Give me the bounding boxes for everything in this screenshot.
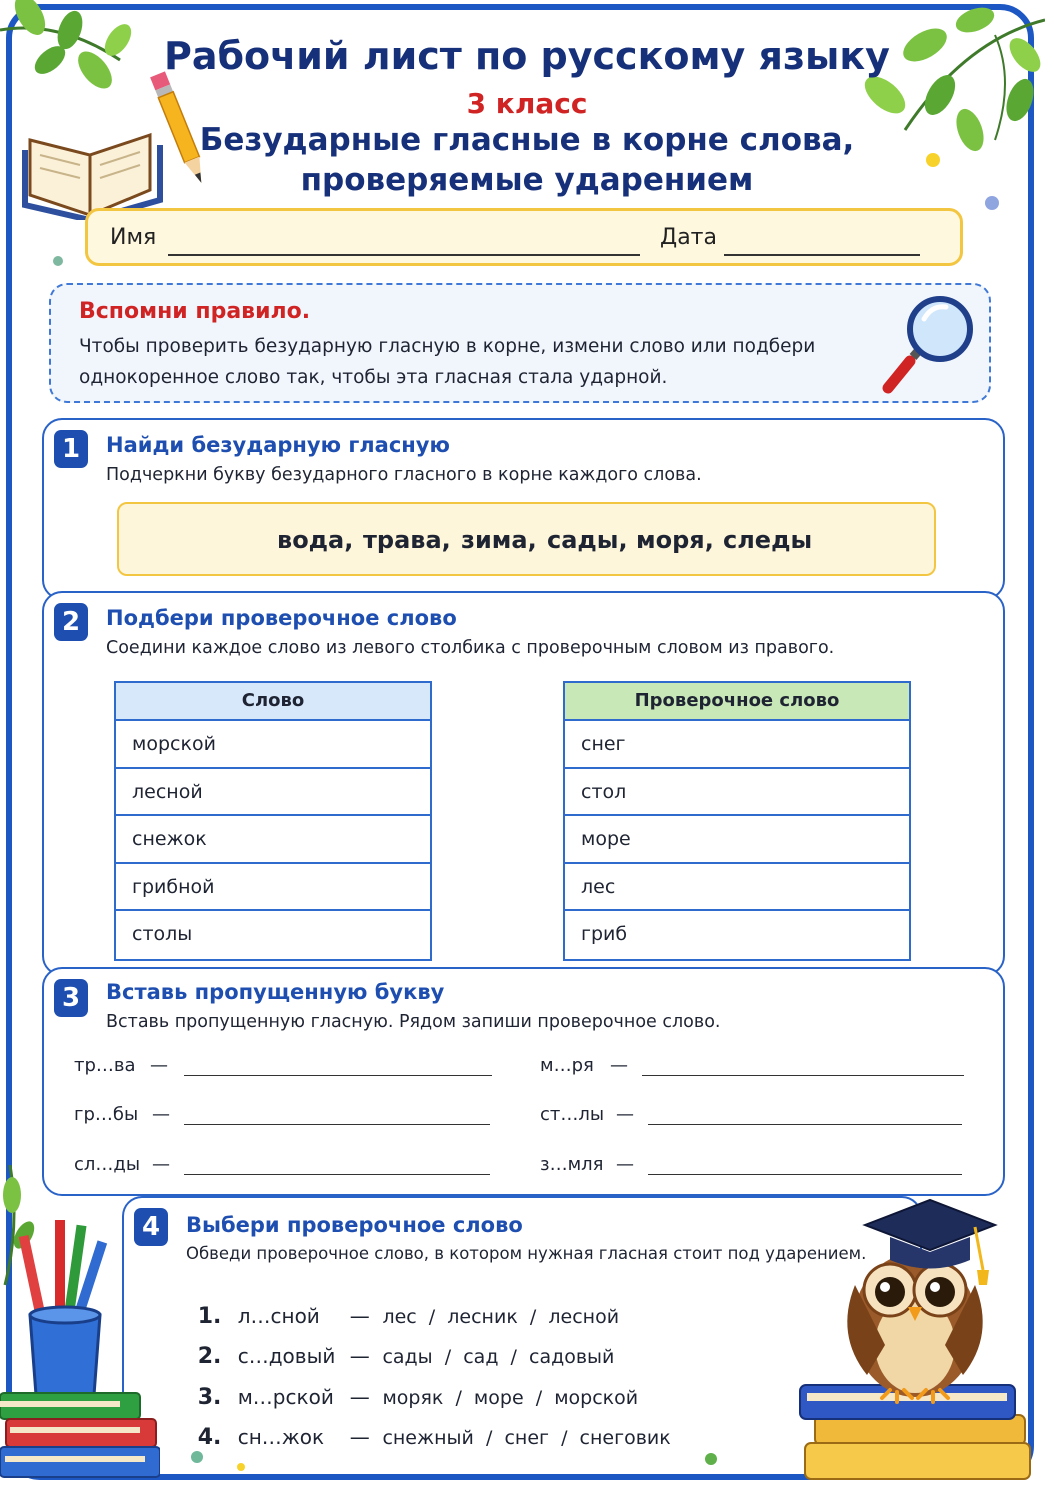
rule-box xyxy=(49,283,991,403)
name-date-box xyxy=(85,208,963,266)
gap-word: ст…лы xyxy=(540,1104,605,1125)
date-field[interactable] xyxy=(724,254,920,256)
choice-row xyxy=(185,1401,671,1450)
task1-word[interactable]: моря, xyxy=(636,526,714,554)
answer-options[interactable]: сады / сад / садовый xyxy=(382,1346,615,1368)
answer-line[interactable] xyxy=(642,1075,964,1076)
answer-line[interactable] xyxy=(648,1124,962,1125)
name-field[interactable] xyxy=(168,254,640,256)
name-label: Имя xyxy=(110,225,157,250)
answer-line[interactable] xyxy=(184,1124,490,1125)
dash: — xyxy=(349,1344,370,1368)
task3-section xyxy=(42,967,1005,1196)
dash: — xyxy=(616,1154,634,1175)
date-label: Дата xyxy=(660,225,717,250)
task2-title: Подбери проверочное слово xyxy=(106,606,457,630)
task1-words-box xyxy=(117,502,936,576)
worksheet-title: Рабочий лист по русскому языку xyxy=(164,34,890,78)
answer-options[interactable]: моряк / море / морской xyxy=(382,1387,639,1409)
gap-word: м…ря xyxy=(540,1055,594,1076)
pencil-cup-icon xyxy=(0,1165,160,1485)
answer-options[interactable]: снежный / снег / снеговик xyxy=(382,1427,671,1449)
right-word-cell[interactable]: море xyxy=(565,816,909,864)
task1-word[interactable]: следы xyxy=(723,526,813,554)
task2-instruction: Соедини каждое слово из левого столбика с проверочным словом из правого. xyxy=(106,638,835,658)
magnifier-icon xyxy=(880,293,980,398)
left-word-cell[interactable]: грибной xyxy=(116,864,430,912)
dash: — xyxy=(152,1154,170,1175)
task1-number: 1 xyxy=(54,430,88,468)
gap-word: с…довый xyxy=(237,1344,336,1368)
task2-number: 2 xyxy=(54,603,88,641)
task4-title: Выбери проверочное слово xyxy=(186,1213,523,1237)
task2-section xyxy=(42,591,1005,976)
row-number: 3. xyxy=(197,1385,222,1410)
grade-label: 3 класс xyxy=(466,87,588,120)
gap-word: з…мля xyxy=(540,1154,604,1175)
answer-line[interactable] xyxy=(184,1075,492,1076)
right-word-cell[interactable]: лес xyxy=(565,864,909,912)
task3-instruction: Вставь пропущенную гласную. Рядом запиши проверочное слово. xyxy=(106,1012,721,1032)
task1-instruction: Подчеркни букву безударного гласного в корне каждого слова. xyxy=(106,465,702,485)
topic-line-2: проверяемые ударением xyxy=(300,162,754,198)
gap-word: сл…ды xyxy=(74,1154,141,1175)
gap-word: м…рской xyxy=(237,1385,334,1409)
dash: — xyxy=(152,1104,170,1125)
row-number: 1. xyxy=(197,1304,222,1329)
task4-instruction: Обведи проверочное слово, в котором нужная гласная стоит под ударением. xyxy=(186,1244,867,1263)
row-number: 2. xyxy=(197,1344,222,1369)
task1-word[interactable]: сады, xyxy=(547,526,628,554)
dash: — xyxy=(349,1385,370,1409)
right-table-header: Проверочное слово xyxy=(565,683,909,721)
right-word-cell[interactable]: стол xyxy=(565,769,909,817)
gap-word: тр…ва xyxy=(74,1055,136,1076)
graduation-cap-icon xyxy=(855,1195,1005,1290)
left-word-cell[interactable]: столы xyxy=(132,923,193,945)
rule-text: Чтобы проверить безударную гласную в корне, измени слово или подбери однокоренное слово так, чтобы эта гласная стала ударной. xyxy=(79,336,816,388)
task1-section xyxy=(42,418,1005,600)
answer-line[interactable] xyxy=(648,1174,962,1175)
task3-title: Вставь пропущенную букву xyxy=(106,980,445,1004)
dot-decoration xyxy=(236,1462,246,1472)
right-words-table xyxy=(563,681,911,961)
task1-title: Найди безударную гласную xyxy=(106,433,450,457)
right-word-cell[interactable]: снег xyxy=(565,721,909,769)
dash: — xyxy=(349,1425,370,1449)
answer-options[interactable]: лес / лесник / лесной xyxy=(382,1306,620,1328)
gap-word: л…сной xyxy=(237,1304,320,1328)
left-word-cell[interactable]: морской xyxy=(116,721,430,769)
dot-decoration xyxy=(52,255,64,267)
dash: — xyxy=(150,1055,168,1076)
answer-line[interactable] xyxy=(184,1174,490,1175)
task1-word[interactable]: трава, xyxy=(363,526,451,554)
left-word-cell[interactable]: снежок xyxy=(116,816,430,864)
dash: — xyxy=(349,1304,370,1328)
right-word-cell[interactable]: гриб xyxy=(581,923,628,945)
dot-decoration xyxy=(190,1450,204,1464)
left-words-table xyxy=(114,681,432,961)
task1-word[interactable]: вода, xyxy=(277,526,354,554)
topic-line-1: Безударные гласные в корне слова, xyxy=(199,122,855,158)
gap-word: гр…бы xyxy=(74,1104,139,1125)
gap-word: сн…жок xyxy=(237,1425,325,1449)
left-table-header: Слово xyxy=(116,683,430,721)
task1-word[interactable]: зима, xyxy=(461,526,537,554)
task4-number: 4 xyxy=(134,1208,168,1246)
dash: — xyxy=(616,1104,634,1125)
row-number: 4. xyxy=(197,1425,222,1450)
task3-number: 3 xyxy=(54,979,88,1017)
dash: — xyxy=(610,1055,628,1076)
left-word-cell[interactable]: лесной xyxy=(116,769,430,817)
rule-title: Вспомни правило. xyxy=(79,299,311,324)
dot-decoration xyxy=(704,1452,718,1466)
